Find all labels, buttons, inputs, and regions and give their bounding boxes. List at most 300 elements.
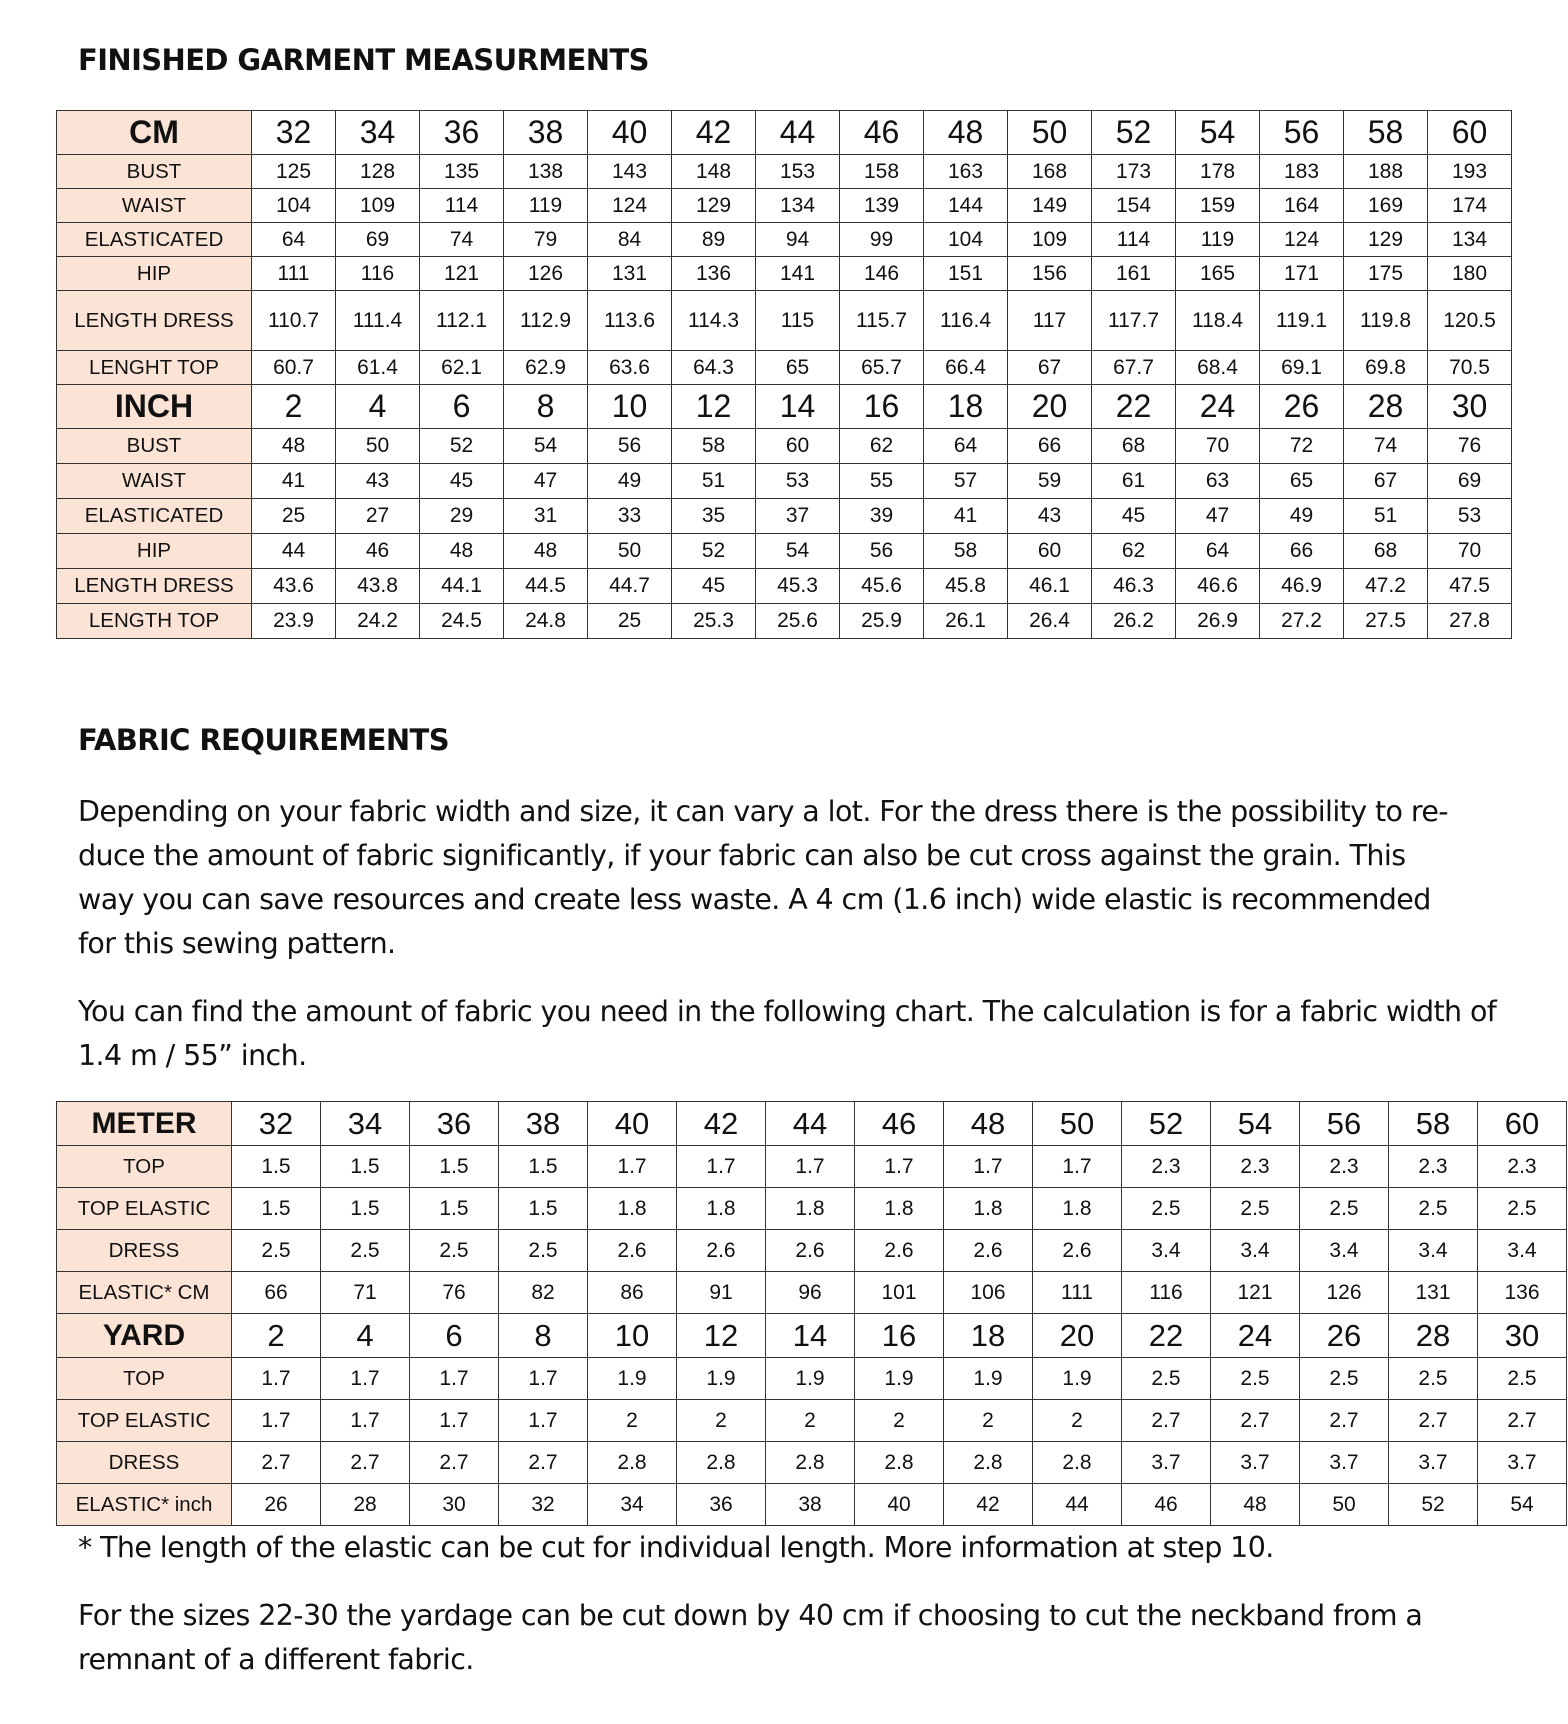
size-header-cell: 14 bbox=[756, 385, 840, 429]
size-header-cell: 18 bbox=[944, 1314, 1033, 1358]
table-row bbox=[57, 464, 1512, 499]
table-cell: 2.8 bbox=[1033, 1442, 1122, 1484]
table-cell: 46 bbox=[336, 534, 420, 569]
row-label: HIP bbox=[57, 257, 252, 291]
table-cell: 39 bbox=[840, 499, 924, 534]
table-cell: 126 bbox=[1300, 1272, 1389, 1314]
row-label: DRESS bbox=[57, 1442, 232, 1484]
table-cell: 2.5 bbox=[1478, 1188, 1567, 1230]
table-cell: 2.5 bbox=[1300, 1358, 1389, 1400]
table-cell: 1.7 bbox=[944, 1146, 1033, 1188]
table-cell: 68 bbox=[1344, 534, 1428, 569]
table-cell: 69 bbox=[1428, 464, 1512, 499]
table-cell: 65 bbox=[756, 351, 840, 385]
table-cell: 2.5 bbox=[1300, 1188, 1389, 1230]
size-header-cell: 52 bbox=[1092, 111, 1176, 155]
table-cell: 1.8 bbox=[677, 1188, 766, 1230]
table-cell: 54 bbox=[756, 534, 840, 569]
table-cell: 114 bbox=[420, 189, 504, 223]
table-cell: 164 bbox=[1260, 189, 1344, 223]
table-row bbox=[57, 1484, 1567, 1526]
table-cell: 32 bbox=[499, 1484, 588, 1526]
table-cell: 67.7 bbox=[1092, 351, 1176, 385]
unit-label: METER bbox=[57, 1102, 232, 1146]
table-cell: 139 bbox=[840, 189, 924, 223]
size-header-cell: 26 bbox=[1300, 1314, 1389, 1358]
table-cell: 161 bbox=[1092, 257, 1176, 291]
table-cell: 82 bbox=[499, 1272, 588, 1314]
table-cell: 119 bbox=[504, 189, 588, 223]
fabric-requirements-title: FABRIC REQUIREMENTS bbox=[78, 723, 450, 757]
table-cell: 50 bbox=[588, 534, 672, 569]
size-header-cell: 54 bbox=[1211, 1102, 1300, 1146]
size-header-cell: 36 bbox=[420, 111, 504, 155]
table-cell: 1.5 bbox=[321, 1188, 410, 1230]
table-cell: 2.5 bbox=[321, 1230, 410, 1272]
size-header-cell: 36 bbox=[410, 1102, 499, 1146]
table-cell: 168 bbox=[1008, 155, 1092, 189]
table-cell: 23.9 bbox=[252, 604, 336, 639]
table-cell: 178 bbox=[1176, 155, 1260, 189]
table-row bbox=[57, 257, 1512, 291]
table-cell: 96 bbox=[766, 1272, 855, 1314]
size-header-cell: 32 bbox=[252, 111, 336, 155]
table-cell: 129 bbox=[1344, 223, 1428, 257]
row-label: TOP bbox=[57, 1358, 232, 1400]
unit-label: YARD bbox=[57, 1314, 232, 1358]
table-cell: 188 bbox=[1344, 155, 1428, 189]
table-cell: 1.5 bbox=[232, 1188, 321, 1230]
table-cell: 27.5 bbox=[1344, 604, 1428, 639]
table-cell: 35 bbox=[672, 499, 756, 534]
unit-label: CM bbox=[57, 111, 252, 155]
table-cell: 1.5 bbox=[499, 1146, 588, 1188]
table-cell: 2 bbox=[944, 1400, 1033, 1442]
table-cell: 112.9 bbox=[504, 291, 588, 351]
table-cell: 47.2 bbox=[1344, 569, 1428, 604]
table-cell: 51 bbox=[672, 464, 756, 499]
table-cell: 116.4 bbox=[924, 291, 1008, 351]
table-cell: 69.8 bbox=[1344, 351, 1428, 385]
size-header-cell: 46 bbox=[840, 111, 924, 155]
size-header-cell: 50 bbox=[1033, 1102, 1122, 1146]
table-cell: 1.7 bbox=[232, 1358, 321, 1400]
size-header-cell: 22 bbox=[1092, 385, 1176, 429]
table-cell: 63.6 bbox=[588, 351, 672, 385]
table-cell: 104 bbox=[924, 223, 1008, 257]
size-header-cell: 6 bbox=[410, 1314, 499, 1358]
table-cell: 74 bbox=[420, 223, 504, 257]
size-header-cell: 28 bbox=[1389, 1314, 1478, 1358]
row-label: DRESS bbox=[57, 1230, 232, 1272]
table-cell: 134 bbox=[756, 189, 840, 223]
table-cell: 26.1 bbox=[924, 604, 1008, 639]
table-cell: 46.6 bbox=[1176, 569, 1260, 604]
fabric-chart-intro-text: You can find the amount of fabric you need in the following chart. The calculation is for a fabric width of 1.4 m / 55” inch. bbox=[78, 995, 1497, 1072]
table-cell: 45 bbox=[672, 569, 756, 604]
table-row bbox=[57, 155, 1512, 189]
table-cell: 43 bbox=[336, 464, 420, 499]
table-cell: 70 bbox=[1428, 534, 1512, 569]
table-cell: 3.4 bbox=[1300, 1230, 1389, 1272]
table-cell: 47.5 bbox=[1428, 569, 1512, 604]
size-header-cell: 16 bbox=[840, 385, 924, 429]
table-cell: 48 bbox=[420, 534, 504, 569]
table-cell: 120.5 bbox=[1428, 291, 1512, 351]
size-header-cell: 40 bbox=[588, 1102, 677, 1146]
table-row bbox=[57, 1188, 1567, 1230]
table-cell: 56 bbox=[840, 534, 924, 569]
table-cell: 51 bbox=[1344, 499, 1428, 534]
table-row bbox=[57, 569, 1512, 604]
table-cell: 115.7 bbox=[840, 291, 924, 351]
table-row bbox=[57, 604, 1512, 639]
table-cell: 30 bbox=[410, 1484, 499, 1526]
size-header-cell: 28 bbox=[1344, 385, 1428, 429]
table-cell: 45 bbox=[420, 464, 504, 499]
table-cell: 153 bbox=[756, 155, 840, 189]
table-cell: 159 bbox=[1176, 189, 1260, 223]
size-header-cell: 8 bbox=[504, 385, 588, 429]
table-cell: 64 bbox=[1176, 534, 1260, 569]
table-cell: 104 bbox=[252, 189, 336, 223]
row-label: WAIST bbox=[57, 189, 252, 223]
size-header-cell: 42 bbox=[672, 111, 756, 155]
table-cell: 2 bbox=[677, 1400, 766, 1442]
row-label: LENGTH DRESS bbox=[57, 569, 252, 604]
table-cell: 1.8 bbox=[944, 1188, 1033, 1230]
table-cell: 84 bbox=[588, 223, 672, 257]
table-cell: 114.3 bbox=[672, 291, 756, 351]
table-cell: 40 bbox=[855, 1484, 944, 1526]
table-cell: 65 bbox=[1260, 464, 1344, 499]
table-cell: 69.1 bbox=[1260, 351, 1344, 385]
size-header-cell: 2 bbox=[252, 385, 336, 429]
table-cell: 64.3 bbox=[672, 351, 756, 385]
table-cell: 29 bbox=[420, 499, 504, 534]
table-cell: 2.7 bbox=[1300, 1400, 1389, 1442]
table-row bbox=[57, 1400, 1567, 1442]
table-cell: 2.7 bbox=[1478, 1400, 1567, 1442]
table-cell: 2.6 bbox=[677, 1230, 766, 1272]
table-row bbox=[57, 499, 1512, 534]
table-cell: 131 bbox=[588, 257, 672, 291]
measurements-title: FINISHED GARMENT MEASURMENTS bbox=[78, 43, 649, 77]
table-cell: 26.2 bbox=[1092, 604, 1176, 639]
table-cell: 68 bbox=[1092, 429, 1176, 464]
table-cell: 64 bbox=[252, 223, 336, 257]
row-label: TOP ELASTIC bbox=[57, 1188, 232, 1230]
table-row bbox=[57, 1230, 1567, 1272]
table-cell: 38 bbox=[766, 1484, 855, 1526]
size-header-cell: 32 bbox=[232, 1102, 321, 1146]
table-cell: 2.7 bbox=[1211, 1400, 1300, 1442]
table-cell: 2.6 bbox=[588, 1230, 677, 1272]
table-cell: 151 bbox=[924, 257, 1008, 291]
table-cell: 1.7 bbox=[410, 1400, 499, 1442]
table-cell: 128 bbox=[336, 155, 420, 189]
table-cell: 24.2 bbox=[336, 604, 420, 639]
table-cell: 64 bbox=[924, 429, 1008, 464]
table-cell: 2.7 bbox=[410, 1442, 499, 1484]
table-cell: 117 bbox=[1008, 291, 1092, 351]
size-header-cell: 24 bbox=[1176, 385, 1260, 429]
table-cell: 1.5 bbox=[410, 1146, 499, 1188]
table-cell: 1.7 bbox=[588, 1146, 677, 1188]
table-cell: 141 bbox=[756, 257, 840, 291]
table-cell: 2 bbox=[766, 1400, 855, 1442]
table-cell: 112.1 bbox=[420, 291, 504, 351]
table-cell: 1.9 bbox=[944, 1358, 1033, 1400]
table-cell: 1.8 bbox=[766, 1188, 855, 1230]
size-header-cell: 56 bbox=[1260, 111, 1344, 155]
table-cell: 54 bbox=[504, 429, 588, 464]
table-cell: 3.7 bbox=[1122, 1442, 1211, 1484]
size-header-cell: 44 bbox=[766, 1102, 855, 1146]
table-cell: 3.7 bbox=[1211, 1442, 1300, 1484]
size-header-cell: 30 bbox=[1478, 1314, 1567, 1358]
measurements-table bbox=[56, 110, 1512, 639]
table-cell: 68.4 bbox=[1176, 351, 1260, 385]
table-cell: 26 bbox=[232, 1484, 321, 1526]
size-header-row bbox=[57, 385, 1512, 429]
table-cell: 69 bbox=[336, 223, 420, 257]
table-cell: 46 bbox=[1122, 1484, 1211, 1526]
table-cell: 174 bbox=[1428, 189, 1512, 223]
table-cell: 66.4 bbox=[924, 351, 1008, 385]
size-header-cell: 12 bbox=[677, 1314, 766, 1358]
table-cell: 27 bbox=[336, 499, 420, 534]
table-cell: 55 bbox=[840, 464, 924, 499]
size-header-cell: 54 bbox=[1176, 111, 1260, 155]
table-cell: 43 bbox=[1008, 499, 1092, 534]
table-cell: 25.6 bbox=[756, 604, 840, 639]
size-header-cell: 58 bbox=[1389, 1102, 1478, 1146]
table-cell: 2.3 bbox=[1300, 1146, 1389, 1188]
table-cell: 76 bbox=[410, 1272, 499, 1314]
table-cell: 136 bbox=[672, 257, 756, 291]
table-cell: 148 bbox=[672, 155, 756, 189]
table-cell: 169 bbox=[1344, 189, 1428, 223]
size-header-cell: 20 bbox=[1008, 385, 1092, 429]
table-cell: 45.8 bbox=[924, 569, 1008, 604]
table-cell: 63 bbox=[1176, 464, 1260, 499]
table-cell: 1.5 bbox=[499, 1188, 588, 1230]
table-cell: 2.7 bbox=[499, 1442, 588, 1484]
table-cell: 154 bbox=[1092, 189, 1176, 223]
row-label: WAIST bbox=[57, 464, 252, 499]
table-cell: 111 bbox=[1033, 1272, 1122, 1314]
table-cell: 114 bbox=[1092, 223, 1176, 257]
table-row bbox=[57, 1442, 1567, 1484]
table-cell: 66 bbox=[1260, 534, 1344, 569]
size-header-row bbox=[57, 1102, 1567, 1146]
table-cell: 2.6 bbox=[766, 1230, 855, 1272]
table-cell: 2.8 bbox=[588, 1442, 677, 1484]
table-cell: 129 bbox=[672, 189, 756, 223]
table-cell: 86 bbox=[588, 1272, 677, 1314]
table-cell: 70.5 bbox=[1428, 351, 1512, 385]
table-cell: 48 bbox=[252, 429, 336, 464]
table-cell: 91 bbox=[677, 1272, 766, 1314]
table-cell: 46.3 bbox=[1092, 569, 1176, 604]
table-cell: 53 bbox=[1428, 499, 1512, 534]
table-cell: 193 bbox=[1428, 155, 1512, 189]
table-cell: 48 bbox=[1211, 1484, 1300, 1526]
size-header-cell: 58 bbox=[1344, 111, 1428, 155]
table-cell: 44.1 bbox=[420, 569, 504, 604]
table-cell: 2.7 bbox=[1122, 1400, 1211, 1442]
table-cell: 57 bbox=[924, 464, 1008, 499]
table-row bbox=[57, 189, 1512, 223]
size-header-cell: 38 bbox=[504, 111, 588, 155]
size-header-cell: 24 bbox=[1211, 1314, 1300, 1358]
table-cell: 116 bbox=[1122, 1272, 1211, 1314]
table-cell: 1.8 bbox=[855, 1188, 944, 1230]
row-label: TOP bbox=[57, 1146, 232, 1188]
table-cell: 2.3 bbox=[1211, 1146, 1300, 1188]
row-label: BUST bbox=[57, 155, 252, 189]
table-cell: 1.7 bbox=[499, 1358, 588, 1400]
table-cell: 58 bbox=[672, 429, 756, 464]
fabric-intro-text: Depending on your fabric width and size, it can vary a lot. For the dress there is the possibility to re-duce the amount of fabric significantly, if your fabric can also be cut cross against the grain. This way you can save resources and create less waste. A 4 cm (1.6 inch) wide elastic is recommended for this sewing pattern. bbox=[78, 795, 1448, 960]
table-cell: 24.8 bbox=[504, 604, 588, 639]
table-cell: 3.7 bbox=[1389, 1442, 1478, 1484]
size-header-cell: 46 bbox=[855, 1102, 944, 1146]
table-cell: 173 bbox=[1092, 155, 1176, 189]
table-cell: 25.3 bbox=[672, 604, 756, 639]
table-row bbox=[57, 291, 1512, 351]
table-cell: 2.8 bbox=[766, 1442, 855, 1484]
size-header-row bbox=[57, 111, 1512, 155]
table-cell: 156 bbox=[1008, 257, 1092, 291]
table-row bbox=[57, 1272, 1567, 1314]
table-cell: 25.9 bbox=[840, 604, 924, 639]
table-cell: 2.7 bbox=[321, 1442, 410, 1484]
table-cell: 62.9 bbox=[504, 351, 588, 385]
table-cell: 25 bbox=[588, 604, 672, 639]
table-cell: 1.5 bbox=[410, 1188, 499, 1230]
size-header-cell: 4 bbox=[336, 385, 420, 429]
table-cell: 3.4 bbox=[1389, 1230, 1478, 1272]
table-cell: 33 bbox=[588, 499, 672, 534]
table-cell: 47 bbox=[1176, 499, 1260, 534]
table-cell: 37 bbox=[756, 499, 840, 534]
table-cell: 43.6 bbox=[252, 569, 336, 604]
table-cell: 74 bbox=[1344, 429, 1428, 464]
table-cell: 126 bbox=[504, 257, 588, 291]
table-cell: 171 bbox=[1260, 257, 1344, 291]
table-cell: 65.7 bbox=[840, 351, 924, 385]
table-row bbox=[57, 223, 1512, 257]
table-cell: 111.4 bbox=[336, 291, 420, 351]
table-cell: 1.7 bbox=[232, 1400, 321, 1442]
table-cell: 1.5 bbox=[321, 1146, 410, 1188]
table-cell: 60 bbox=[1008, 534, 1092, 569]
table-row bbox=[57, 1358, 1567, 1400]
table-cell: 89 bbox=[672, 223, 756, 257]
table-cell: 2.5 bbox=[1122, 1358, 1211, 1400]
table-cell: 144 bbox=[924, 189, 1008, 223]
table-cell: 67 bbox=[1008, 351, 1092, 385]
table-cell: 2.5 bbox=[499, 1230, 588, 1272]
table-cell: 2.7 bbox=[1389, 1400, 1478, 1442]
row-label: ELASTIC* CM bbox=[57, 1272, 232, 1314]
table-cell: 117.7 bbox=[1092, 291, 1176, 351]
yardage-note-text: For the sizes 22-30 the yardage can be cut down by 40 cm if choosing to cut the neckband from a remnant of a different fabric. bbox=[78, 1599, 1423, 1676]
table-cell: 2.6 bbox=[1033, 1230, 1122, 1272]
elastic-note-text: * The length of the elastic can be cut for individual length. More information at step 10. bbox=[78, 1531, 1274, 1564]
table-cell: 118.4 bbox=[1176, 291, 1260, 351]
table-cell: 3.7 bbox=[1300, 1442, 1389, 1484]
size-header-cell: 60 bbox=[1428, 111, 1512, 155]
table-cell: 1.7 bbox=[766, 1146, 855, 1188]
row-label: ELASTIC* inch bbox=[57, 1484, 232, 1526]
size-header-cell: 18 bbox=[924, 385, 1008, 429]
size-header-cell: 34 bbox=[336, 111, 420, 155]
table-cell: 119.8 bbox=[1344, 291, 1428, 351]
table-cell: 62 bbox=[1092, 534, 1176, 569]
table-cell: 26.4 bbox=[1008, 604, 1092, 639]
table-cell: 59 bbox=[1008, 464, 1092, 499]
size-header-cell: 14 bbox=[766, 1314, 855, 1358]
table-cell: 62 bbox=[840, 429, 924, 464]
table-cell: 36 bbox=[677, 1484, 766, 1526]
unit-label: INCH bbox=[57, 385, 252, 429]
table-cell: 2.3 bbox=[1478, 1146, 1567, 1188]
table-cell: 46.1 bbox=[1008, 569, 1092, 604]
table-cell: 2.5 bbox=[1478, 1358, 1567, 1400]
table-cell: 41 bbox=[252, 464, 336, 499]
table-cell: 180 bbox=[1428, 257, 1512, 291]
table-cell: 101 bbox=[855, 1272, 944, 1314]
table-cell: 143 bbox=[588, 155, 672, 189]
table-cell: 163 bbox=[924, 155, 1008, 189]
table-cell: 26.9 bbox=[1176, 604, 1260, 639]
table-cell: 60 bbox=[756, 429, 840, 464]
table-cell: 60.7 bbox=[252, 351, 336, 385]
row-label: BUST bbox=[57, 429, 252, 464]
size-header-cell: 50 bbox=[1008, 111, 1092, 155]
table-cell: 41 bbox=[924, 499, 1008, 534]
table-cell: 1.9 bbox=[766, 1358, 855, 1400]
row-label: ELASTICATED bbox=[57, 223, 252, 257]
table-cell: 113.6 bbox=[588, 291, 672, 351]
table-cell: 119.1 bbox=[1260, 291, 1344, 351]
table-cell: 61 bbox=[1092, 464, 1176, 499]
size-header-cell: 20 bbox=[1033, 1314, 1122, 1358]
fabric-requirements-table bbox=[56, 1101, 1567, 1526]
table-cell: 46.9 bbox=[1260, 569, 1344, 604]
size-header-cell: 30 bbox=[1428, 385, 1512, 429]
table-row bbox=[57, 429, 1512, 464]
table-cell: 124 bbox=[588, 189, 672, 223]
table-cell: 121 bbox=[1211, 1272, 1300, 1314]
table-cell: 52 bbox=[672, 534, 756, 569]
table-cell: 1.9 bbox=[1033, 1358, 1122, 1400]
size-header-cell: 2 bbox=[232, 1314, 321, 1358]
table-cell: 43.8 bbox=[336, 569, 420, 604]
table-cell: 2.5 bbox=[232, 1230, 321, 1272]
size-header-cell: 60 bbox=[1478, 1102, 1567, 1146]
size-header-cell: 10 bbox=[588, 1314, 677, 1358]
size-header-cell: 4 bbox=[321, 1314, 410, 1358]
table-cell: 124 bbox=[1260, 223, 1344, 257]
table-cell: 2.5 bbox=[1389, 1358, 1478, 1400]
table-cell: 66 bbox=[1008, 429, 1092, 464]
table-cell: 94 bbox=[756, 223, 840, 257]
size-header-cell: 16 bbox=[855, 1314, 944, 1358]
